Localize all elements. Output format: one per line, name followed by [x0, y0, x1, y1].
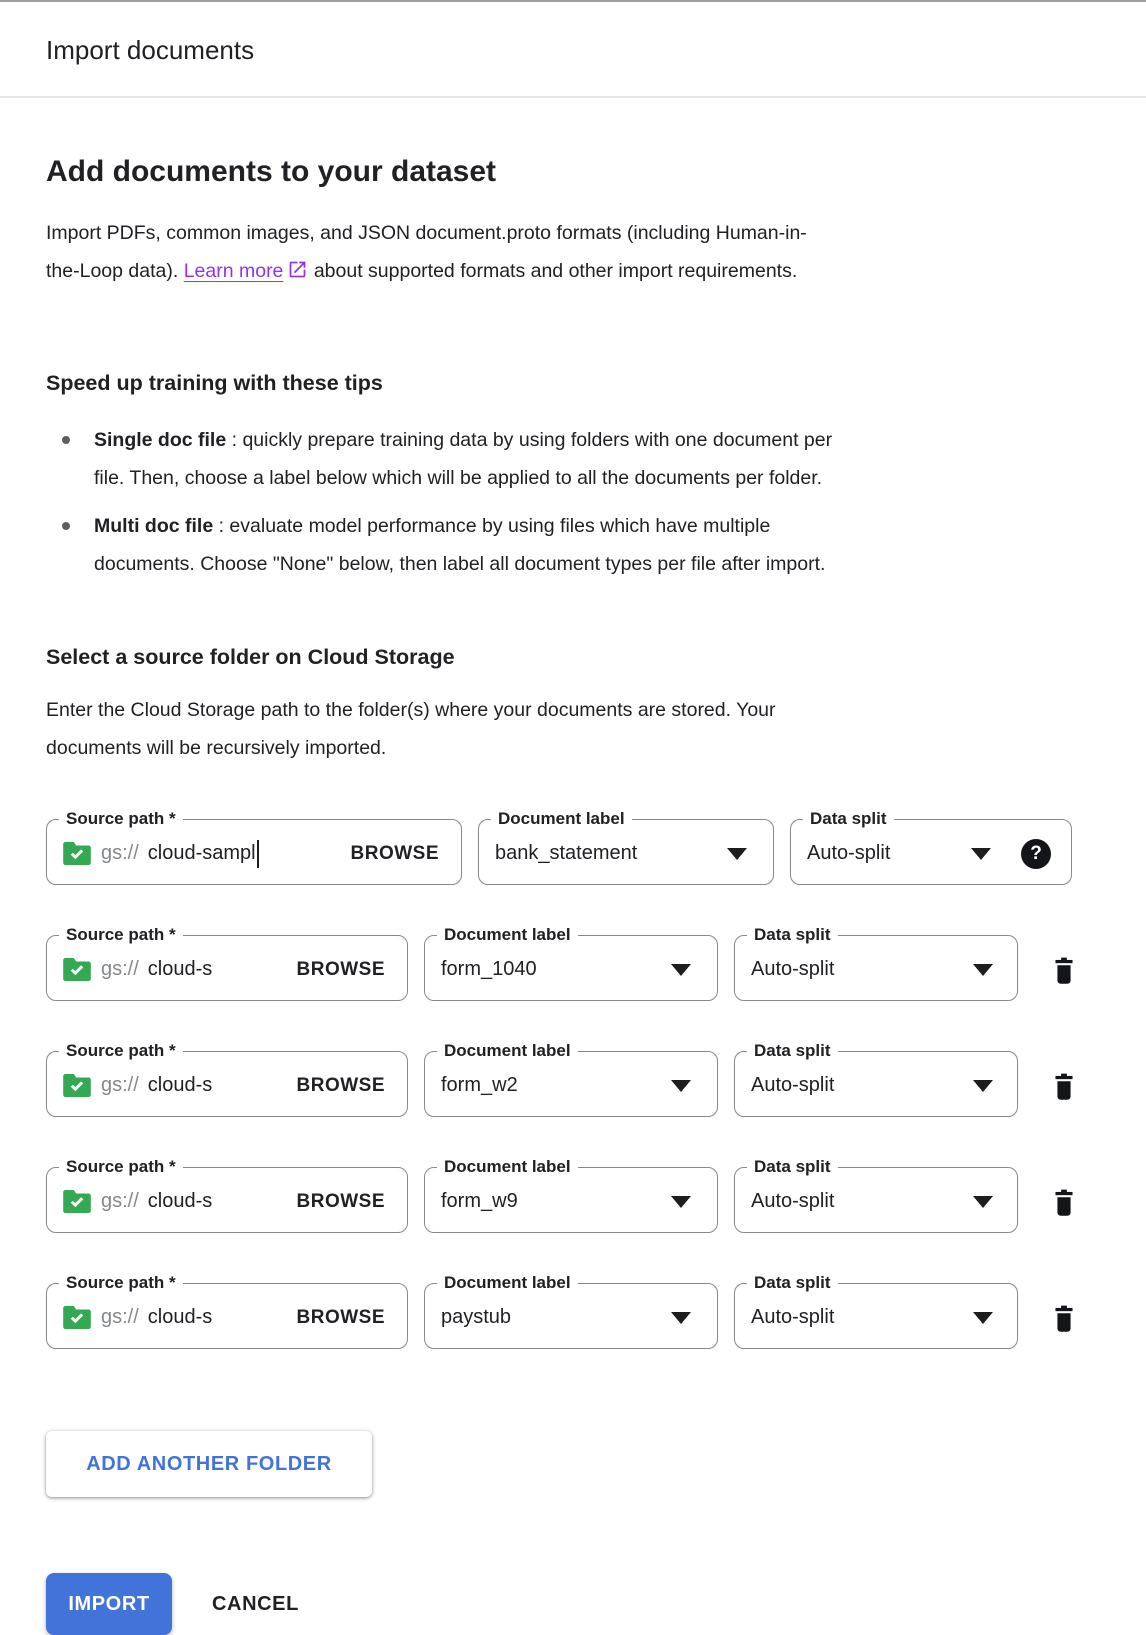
document-label-value: form_1040 — [441, 958, 537, 980]
import-row-1 — [46, 809, 1100, 885]
source-path-label: Source path * — [59, 924, 183, 946]
dropdown-arrow-icon — [727, 848, 747, 860]
dialog-body — [0, 152, 1146, 1635]
browse-button[interactable]: BROWSE — [296, 1190, 385, 1212]
help-icon[interactable]: ? — [1021, 839, 1051, 869]
browse-button[interactable]: BROWSE — [350, 842, 439, 864]
document-label-label: Document label — [437, 1040, 578, 1062]
document-label-select[interactable] — [424, 1157, 718, 1233]
source-folder-description: Enter the Cloud Storage path to the folder(s) where your documents are stored. Your documents will be recursively imported. — [46, 699, 776, 759]
data-split-select[interactable] — [734, 1041, 1018, 1117]
source-path-field[interactable] — [46, 1157, 408, 1233]
dropdown-arrow-icon — [973, 1196, 993, 1208]
source-folder-heading: Select a source folder on Cloud Storage — [46, 645, 455, 669]
document-label-value: paystub — [441, 1306, 512, 1328]
dropdown-arrow-icon — [671, 1312, 691, 1324]
source-path-value[interactable]: cloud-sampl — [147, 842, 256, 864]
data-split-select[interactable] — [734, 1273, 1018, 1349]
dropdown-arrow-icon — [671, 1196, 691, 1208]
document-label-value: form_w9 — [441, 1190, 518, 1212]
browse-button[interactable]: BROWSE — [296, 958, 385, 980]
browse-button[interactable]: BROWSE — [296, 1074, 385, 1096]
data-split-select[interactable] — [734, 1157, 1018, 1233]
data-split-label: Data split — [747, 924, 838, 946]
document-label-value: bank_statement — [495, 842, 638, 864]
folder-check-icon — [63, 1306, 91, 1329]
tip-bold: Single doc file — [94, 429, 227, 451]
import-form — [46, 809, 1100, 1635]
source-path-label: Source path * — [59, 1156, 183, 1178]
source-path-value[interactable]: cloud-s — [147, 958, 213, 980]
intro-line2-after: about supported formats and other import requirements. — [308, 260, 798, 282]
dropdown-arrow-icon — [971, 848, 991, 860]
tips-heading: Speed up training with these tips — [46, 371, 383, 395]
gs-prefix: gs:// — [101, 1306, 139, 1328]
source-path-field[interactable] — [46, 809, 462, 885]
tip-single-doc-file: Single doc file : quickly prepare training data by using folders with one document per file. Then, choose a label below which will be applied to all the documents per folder. — [46, 421, 1100, 497]
tip-bold: Multi doc file — [94, 515, 214, 537]
text-cursor — [257, 840, 259, 868]
learn-more-link[interactable]: Learn more — [183, 260, 284, 282]
data-split-value: Auto-split — [751, 1306, 835, 1328]
intro-line2-before: the-Loop data). — [46, 260, 184, 282]
document-label-value: form_w2 — [441, 1074, 518, 1096]
folder-check-icon — [63, 1074, 91, 1097]
source-path-label: Source path * — [59, 1272, 183, 1294]
dialog-actions — [46, 1573, 1100, 1635]
gs-prefix: gs:// — [101, 842, 139, 864]
document-label-select[interactable] — [424, 925, 718, 1001]
folder-check-icon — [63, 842, 91, 865]
tip-multi-doc-file: Multi doc file : evaluate model performance by using files which have multiple documents. Choose "None" below, then label all document types per file after import. — [46, 507, 1100, 583]
source-path-label: Source path * — [59, 808, 183, 830]
dropdown-arrow-icon — [973, 1312, 993, 1324]
gs-prefix: gs:// — [101, 1074, 139, 1096]
source-path-field[interactable] — [46, 1041, 408, 1117]
source-path-field[interactable] — [46, 1273, 408, 1349]
page-title: Add documents to your dataset — [46, 155, 497, 188]
tips-list — [46, 421, 1100, 583]
data-split-value: Auto-split — [751, 1074, 835, 1096]
folder-check-icon — [63, 958, 91, 981]
delete-row-button[interactable] — [1050, 1072, 1078, 1102]
intro-line1: Import PDFs, common images, and JSON document.proto formats (including Human-in- — [46, 222, 807, 244]
data-split-value: Auto-split — [751, 1190, 835, 1212]
data-split-label: Data split — [747, 1156, 838, 1178]
cancel-button[interactable]: CANCEL — [212, 1592, 299, 1615]
data-split-label: Data split — [803, 808, 894, 830]
dropdown-arrow-icon — [671, 964, 691, 976]
import-row-5 — [46, 1273, 1100, 1349]
delete-row-button[interactable] — [1050, 1304, 1078, 1334]
gs-prefix: gs:// — [101, 958, 139, 980]
gs-prefix: gs:// — [101, 1190, 139, 1212]
document-label-label: Document label — [491, 808, 632, 830]
document-label-select[interactable] — [424, 1041, 718, 1117]
source-path-label: Source path * — [59, 1040, 183, 1062]
dialog-header — [0, 0, 1146, 98]
document-label-select[interactable] — [424, 1273, 718, 1349]
data-split-label: Data split — [747, 1272, 838, 1294]
source-path-value[interactable]: cloud-s — [147, 1074, 213, 1096]
dropdown-arrow-icon — [973, 964, 993, 976]
import-row-4 — [46, 1157, 1100, 1233]
intro-paragraph — [46, 214, 1100, 293]
data-split-select[interactable] — [734, 925, 1018, 1001]
source-path-value[interactable]: cloud-s — [147, 1190, 213, 1212]
add-another-folder-button[interactable]: ADD ANOTHER FOLDER — [46, 1431, 372, 1497]
source-path-field[interactable] — [46, 925, 408, 1001]
import-row-2 — [46, 925, 1100, 1001]
document-label-label: Document label — [437, 1156, 578, 1178]
document-label-label: Document label — [437, 1272, 578, 1294]
document-label-select[interactable] — [478, 809, 774, 885]
data-split-label: Data split — [747, 1040, 838, 1062]
data-split-select[interactable] — [790, 809, 1072, 885]
import-row-3 — [46, 1041, 1100, 1117]
delete-row-button[interactable] — [1050, 1188, 1078, 1218]
document-label-label: Document label — [437, 924, 578, 946]
dialog-title: Import documents — [46, 35, 255, 65]
data-split-value: Auto-split — [751, 958, 835, 980]
dropdown-arrow-icon — [671, 1080, 691, 1092]
browse-button[interactable]: BROWSE — [296, 1306, 385, 1328]
delete-row-button[interactable] — [1050, 956, 1078, 986]
folder-check-icon — [63, 1190, 91, 1213]
data-split-value: Auto-split — [807, 842, 891, 864]
external-link-icon — [287, 255, 308, 293]
source-path-value[interactable]: cloud-s — [147, 1306, 213, 1328]
import-button[interactable]: IMPORT — [46, 1573, 172, 1635]
dropdown-arrow-icon — [973, 1080, 993, 1092]
